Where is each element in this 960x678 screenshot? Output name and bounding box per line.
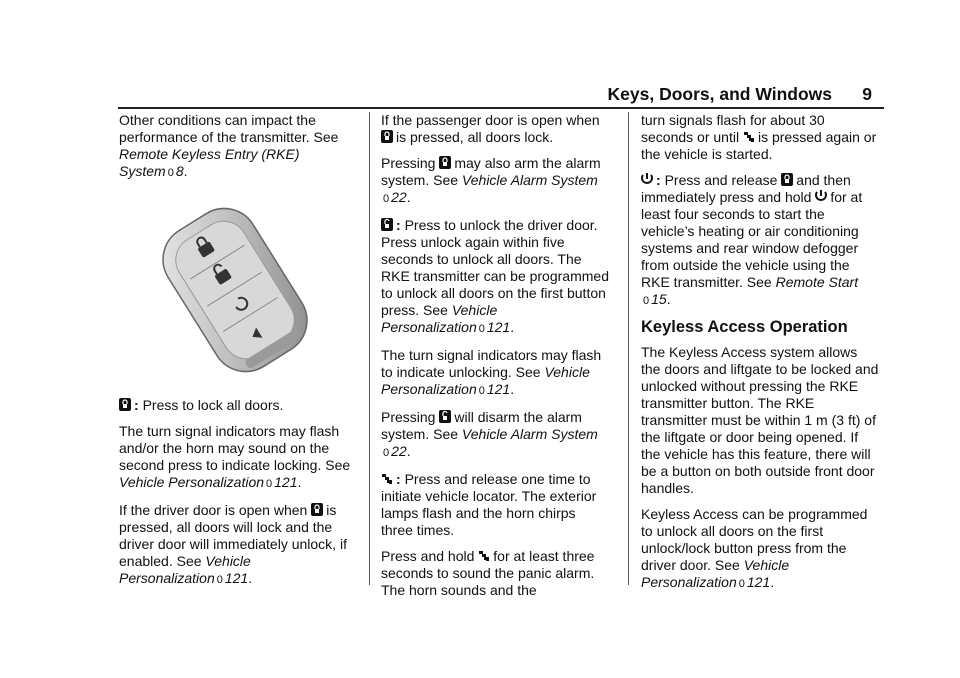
column-2 (381, 112, 611, 608)
lock-icon (781, 173, 793, 186)
lock-icon (119, 398, 131, 411)
link-vehicle-personalization[interactable]: Vehicle Personalization (641, 557, 790, 590)
section-title: Keys, Doors, and Windows (607, 84, 832, 104)
page-ref[interactable]: 121 (486, 319, 511, 335)
lock-paragraph: : Press to lock all doors. (119, 397, 361, 414)
paragraph: turn signals flash for about 30 seconds or until is pressed again or the vehicle is started. (641, 112, 877, 162)
page-header (0, 84, 960, 108)
paragraph: The turn signal indicators may flash and/or the horn may sound on the second press to indicate locking. See Vehicle Personalization 0 121. (119, 423, 351, 490)
unlock-icon (439, 410, 451, 423)
page-ref[interactable]: 22 (391, 443, 407, 459)
lock-icon (311, 503, 323, 516)
link-vehicle-personalization[interactable]: Vehicle Personalization (119, 474, 265, 490)
page-ref-symbol: 0 (167, 167, 174, 179)
link-vehicle-personalization[interactable]: Vehicle Personalization (381, 364, 590, 397)
remote-start-icon (641, 173, 653, 186)
unlock-icon (381, 218, 393, 231)
column-divider (369, 112, 370, 585)
section-heading: Keyless Access Operation (641, 318, 848, 336)
column-1 (119, 112, 361, 598)
page-number: 9 (862, 84, 872, 104)
page-ref[interactable]: 15 (651, 291, 667, 307)
unlock-paragraph: : Press to unlock the driver door. Press unlock again within five seconds to unlock all doors. The RKE transmitter can be programmed to unlock all doors on the first button press. See Vehicle Personalization 0 121. (381, 217, 609, 335)
paragraph: If the driver door is open when is pressed, all doors will lock and the driver door will immediately unlock, if enabled. See Vehicle Personalization 0 121. (119, 502, 347, 586)
page-ref[interactable]: 8 (175, 163, 184, 179)
link-vehicle-alarm-system[interactable]: Vehicle Alarm System (461, 426, 598, 442)
remote-start-paragraph: : Press and release and then immediately press and hold for at least four seconds to start the vehicle’s heating or air conditioning systems and rear window defogger from outside the vehicle using the RKE transmitter. See Remote Start 0 15. (641, 172, 863, 307)
paragraph: The turn signal indicators may flash to indicate unlocking. See Vehicle Personalization 0 121. (381, 347, 602, 397)
paragraph: Pressing will disarm the alarm system. See Vehicle Alarm System 0 22. (381, 409, 598, 459)
column-3 (641, 112, 879, 602)
vehicle-locator-icon (743, 130, 755, 143)
paragraph: Press and hold for at least three seconds to sound the panic alarm. The horn sounds and the (381, 548, 595, 598)
locator-paragraph: : Press and release one time to initiate vehicle locator. The exterior lamps flash and the horn chirps three times. (381, 471, 597, 538)
link-remote-start[interactable]: Remote Start (775, 274, 859, 290)
vehicle-locator-icon (381, 472, 393, 485)
page-ref[interactable]: 121 (224, 570, 249, 586)
vehicle-locator-icon (478, 549, 490, 562)
page-ref[interactable]: 121 (746, 574, 771, 590)
lock-icon (439, 156, 451, 169)
paragraph: Other conditions can impact the performance of the transmitter. See Remote Keyless Entry (RKE) System 0 8. (119, 112, 339, 179)
link-vehicle-personalization[interactable]: Vehicle Personalization (119, 553, 251, 586)
column-divider (628, 112, 629, 585)
paragraph: Pressing may also arm the alarm system. See Vehicle Alarm System 0 22. (381, 155, 601, 205)
key-fob-illustration (145, 205, 325, 375)
paragraph: Keyless Access can be programmed to unlock all doors on the first unlock/lock button press from the driver door. See Vehicle Personalization 0 121. (641, 506, 868, 590)
header-rule (118, 107, 884, 109)
link-vehicle-personalization[interactable]: Vehicle Personalization (381, 302, 498, 335)
paragraph: The Keyless Access system allows the doors and liftgate to be locked and unlocked without pressing the RKE transmitter button. The RKE transmitter must be within 1 m (3 ft) of the liftgate or door being opened. If the vehicle has this feature, there will be a button on both outside front door handles. (641, 344, 879, 496)
link-rke[interactable]: Remote Keyless Entry (RKE) System (119, 146, 300, 179)
page-ref[interactable]: 22 (391, 189, 407, 205)
paragraph: If the passenger door is open when is pressed, all doors lock. (381, 112, 600, 145)
page-ref[interactable]: 121 (486, 381, 511, 397)
page-ref[interactable]: 121 (274, 474, 298, 490)
link-vehicle-alarm-system[interactable]: Vehicle Alarm System (461, 172, 598, 188)
lock-icon (381, 130, 393, 143)
remote-start-icon (815, 190, 827, 203)
